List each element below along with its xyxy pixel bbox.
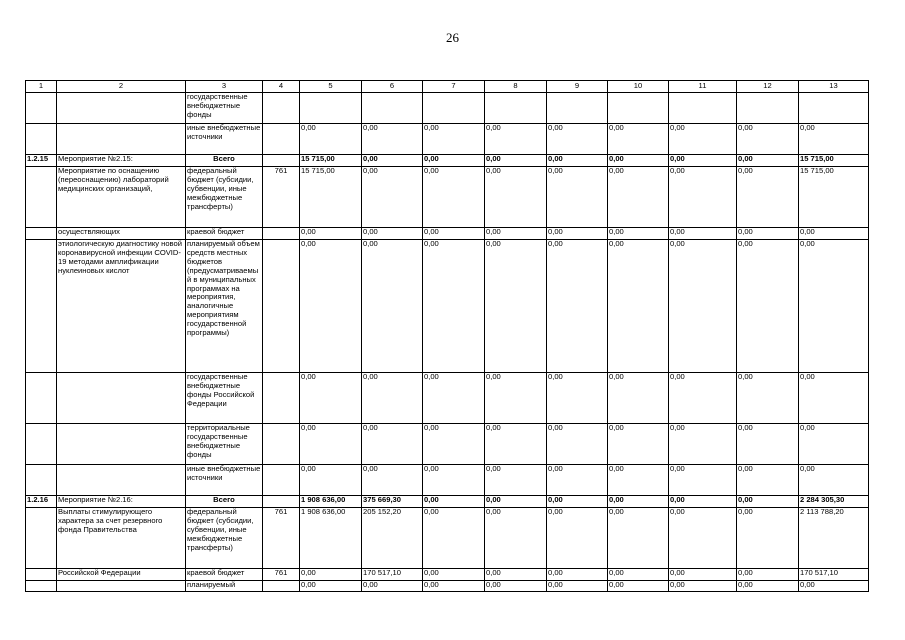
value-cell: 0,00 (362, 373, 423, 424)
funding-source-cell: планируемый (186, 581, 263, 592)
value-cell: 15 715,00 (300, 155, 362, 167)
value-cell: 0,00 (608, 424, 669, 465)
value-cell: 0,00 (547, 496, 608, 508)
value-cell: 0,00 (608, 373, 669, 424)
value-cell: 0,00 (799, 581, 869, 592)
value-cell: 0,00 (608, 581, 669, 592)
value-cell: 0,00 (423, 240, 485, 373)
funding-source-cell: краевой бюджет (186, 228, 263, 240)
value-cell (547, 93, 608, 124)
value-cell: 2 284 305,30 (799, 496, 869, 508)
value-cell: 1 908 636,00 (300, 508, 362, 569)
value-cell: 0,00 (608, 155, 669, 167)
value-cell: 0,00 (608, 496, 669, 508)
value-cell: 0,00 (669, 496, 737, 508)
value-cell: 0,00 (737, 496, 799, 508)
activity-cell: Выплаты стимулирующего характера за счет резервного фонда Правительства (57, 508, 186, 569)
row-number-cell (26, 93, 57, 124)
funding-source-cell: Всего (186, 496, 263, 508)
value-cell: 0,00 (737, 240, 799, 373)
row-number-cell (26, 124, 57, 155)
value-cell: 1 908 636,00 (300, 496, 362, 508)
value-cell: 0,00 (737, 581, 799, 592)
value-cell: 0,00 (547, 167, 608, 228)
value-cell: 0,00 (669, 465, 737, 496)
value-cell: 0,00 (608, 124, 669, 155)
value-cell: 0,00 (485, 124, 547, 155)
value-cell: 0,00 (737, 508, 799, 569)
value-cell: 205 152,20 (362, 508, 423, 569)
value-cell: 0,00 (300, 465, 362, 496)
value-cell: 0,00 (669, 228, 737, 240)
value-cell: 0,00 (485, 496, 547, 508)
value-cell: 0,00 (423, 167, 485, 228)
column-header: 9 (547, 81, 608, 93)
value-cell: 0,00 (485, 424, 547, 465)
value-cell: 0,00 (300, 373, 362, 424)
column-header: 4 (263, 81, 300, 93)
row-number-cell (26, 581, 57, 592)
row-number-cell (26, 465, 57, 496)
table-row (26, 496, 869, 508)
value-cell: 0,00 (423, 124, 485, 155)
row-number-cell (26, 508, 57, 569)
value-cell: 0,00 (608, 240, 669, 373)
value-cell: 0,00 (300, 581, 362, 592)
value-cell: 0,00 (423, 496, 485, 508)
funding-source-cell: территориальные государственные внебюджетные фонды (186, 424, 263, 465)
funding-source-cell: Всего (186, 155, 263, 167)
table-row (26, 465, 869, 496)
value-cell: 0,00 (423, 508, 485, 569)
funding-source-cell: краевой бюджет (186, 569, 263, 581)
value-cell: 170 517,10 (362, 569, 423, 581)
code-cell (263, 465, 300, 496)
value-cell: 0,00 (362, 167, 423, 228)
code-cell (263, 93, 300, 124)
row-number-cell (26, 240, 57, 373)
table-row (26, 373, 869, 424)
value-cell: 0,00 (362, 240, 423, 373)
value-cell: 0,00 (669, 240, 737, 373)
table-row (26, 581, 869, 592)
activity-cell: Мероприятие №2.15: (57, 155, 186, 167)
value-cell: 0,00 (669, 569, 737, 581)
value-cell: 0,00 (485, 240, 547, 373)
value-cell: 0,00 (737, 167, 799, 228)
value-cell: 0,00 (300, 424, 362, 465)
value-cell: 0,00 (300, 240, 362, 373)
activity-cell (57, 93, 186, 124)
value-cell: 0,00 (485, 155, 547, 167)
activity-cell (57, 124, 186, 155)
value-cell: 0,00 (799, 373, 869, 424)
value-cell: 0,00 (485, 167, 547, 228)
column-header: 6 (362, 81, 423, 93)
activity-cell (57, 424, 186, 465)
row-number-cell (26, 424, 57, 465)
value-cell: 0,00 (362, 155, 423, 167)
activity-cell (57, 581, 186, 592)
header-row (26, 81, 869, 93)
value-cell: 0,00 (423, 569, 485, 581)
value-cell: 0,00 (300, 228, 362, 240)
code-cell (263, 581, 300, 592)
value-cell: 0,00 (362, 465, 423, 496)
table-row (26, 93, 869, 124)
column-header: 7 (423, 81, 485, 93)
value-cell: 0,00 (547, 508, 608, 569)
funding-source-cell: федеральный бюджет (субсидии, субвенции, иные межбюджетные трансферты) (186, 167, 263, 228)
value-cell: 0,00 (547, 465, 608, 496)
value-cell: 0,00 (669, 508, 737, 569)
value-cell: 0,00 (485, 228, 547, 240)
value-cell: 0,00 (799, 465, 869, 496)
code-cell: 761 (263, 569, 300, 581)
table-row (26, 424, 869, 465)
value-cell (737, 93, 799, 124)
code-cell (263, 424, 300, 465)
value-cell: 0,00 (547, 424, 608, 465)
column-header: 12 (737, 81, 799, 93)
value-cell: 0,00 (485, 373, 547, 424)
column-header: 5 (300, 81, 362, 93)
table-row (26, 240, 869, 373)
activity-cell: Мероприятие по оснащению (переоснащению) лабораторий медицинских организаций, (57, 167, 186, 228)
value-cell: 0,00 (799, 240, 869, 373)
value-cell: 0,00 (608, 569, 669, 581)
value-cell: 0,00 (547, 155, 608, 167)
value-cell: 0,00 (669, 373, 737, 424)
activity-cell (57, 373, 186, 424)
value-cell: 0,00 (669, 124, 737, 155)
value-cell: 15 715,00 (300, 167, 362, 228)
budget-table (25, 80, 869, 592)
funding-source-cell: государственные внебюджетные фонды (186, 93, 263, 124)
value-cell: 0,00 (362, 228, 423, 240)
value-cell: 0,00 (547, 228, 608, 240)
funding-source-cell: планируемый объем средств местных бюджетов (предусматриваемый в муниципальных программах на мероприятия, аналогичные мероприятиям государственной программы) (186, 240, 263, 373)
code-cell: 761 (263, 508, 300, 569)
value-cell: 0,00 (608, 167, 669, 228)
activity-cell (57, 465, 186, 496)
value-cell: 0,00 (737, 373, 799, 424)
value-cell: 0,00 (423, 228, 485, 240)
value-cell: 375 669,30 (362, 496, 423, 508)
value-cell (300, 93, 362, 124)
column-header: 10 (608, 81, 669, 93)
value-cell (608, 93, 669, 124)
value-cell: 0,00 (423, 581, 485, 592)
value-cell: 0,00 (485, 465, 547, 496)
value-cell: 0,00 (799, 228, 869, 240)
value-cell: 0,00 (362, 124, 423, 155)
value-cell: 0,00 (669, 424, 737, 465)
value-cell: 0,00 (547, 581, 608, 592)
value-cell: 0,00 (669, 581, 737, 592)
value-cell (423, 93, 485, 124)
value-cell: 0,00 (362, 424, 423, 465)
table-row (26, 124, 869, 155)
funding-source-cell: иные внебюджетные источники (186, 124, 263, 155)
value-cell: 0,00 (737, 155, 799, 167)
value-cell: 0,00 (608, 228, 669, 240)
code-cell (263, 496, 300, 508)
value-cell (669, 93, 737, 124)
value-cell (485, 93, 547, 124)
page-number: 26 (446, 30, 459, 45)
value-cell: 0,00 (737, 569, 799, 581)
value-cell (362, 93, 423, 124)
table-row (26, 228, 869, 240)
activity-cell: осуществляющих (57, 228, 186, 240)
code-cell (263, 155, 300, 167)
code-cell (263, 124, 300, 155)
value-cell: 0,00 (608, 465, 669, 496)
value-cell: 0,00 (423, 424, 485, 465)
value-cell (799, 93, 869, 124)
value-cell: 0,00 (737, 228, 799, 240)
value-cell: 0,00 (547, 569, 608, 581)
value-cell: 170 517,10 (799, 569, 869, 581)
value-cell: 0,00 (485, 569, 547, 581)
activity-cell: Российской Федерации (57, 569, 186, 581)
funding-source-cell: государственные внебюджетные фонды Российской Федерации (186, 373, 263, 424)
column-header: 3 (186, 81, 263, 93)
code-cell (263, 240, 300, 373)
value-cell: 0,00 (547, 240, 608, 373)
value-cell: 0,00 (423, 465, 485, 496)
code-cell (263, 228, 300, 240)
value-cell: 0,00 (547, 373, 608, 424)
row-number-cell (26, 228, 57, 240)
value-cell: 0,00 (799, 124, 869, 155)
value-cell: 0,00 (737, 465, 799, 496)
value-cell: 0,00 (423, 373, 485, 424)
row-number-cell: 1.2.15 (26, 155, 57, 167)
column-header: 13 (799, 81, 869, 93)
row-number-cell (26, 373, 57, 424)
row-number-cell (26, 167, 57, 228)
code-cell: 761 (263, 167, 300, 228)
value-cell: 0,00 (608, 508, 669, 569)
table-row (26, 167, 869, 228)
table-row (26, 569, 869, 581)
column-header: 2 (57, 81, 186, 93)
column-header: 8 (485, 81, 547, 93)
value-cell: 0,00 (547, 124, 608, 155)
value-cell: 0,00 (485, 508, 547, 569)
column-header: 1 (26, 81, 57, 93)
value-cell: 0,00 (300, 569, 362, 581)
value-cell: 0,00 (485, 581, 547, 592)
value-cell: 0,00 (300, 124, 362, 155)
row-number-cell: 1.2.16 (26, 496, 57, 508)
value-cell: 0,00 (799, 424, 869, 465)
value-cell: 0,00 (737, 124, 799, 155)
table-row (26, 155, 869, 167)
value-cell: 0,00 (669, 155, 737, 167)
table-row (26, 508, 869, 569)
value-cell: 0,00 (737, 424, 799, 465)
activity-cell: Мероприятие №2.16: (57, 496, 186, 508)
value-cell: 0,00 (669, 167, 737, 228)
code-cell (263, 373, 300, 424)
value-cell: 2 113 788,20 (799, 508, 869, 569)
value-cell: 15 715,00 (799, 167, 869, 228)
value-cell: 0,00 (423, 155, 485, 167)
value-cell: 15 715,00 (799, 155, 869, 167)
funding-source-cell: иные внебюджетные источники (186, 465, 263, 496)
funding-source-cell: федеральный бюджет (субсидии, субвенции, иные межбюджетные трансферты) (186, 508, 263, 569)
column-header: 11 (669, 81, 737, 93)
row-number-cell (26, 569, 57, 581)
activity-cell: этиологическую диагностику новой коронавирусной инфекции COVID-19 методами амплификации нуклеиновых кислот (57, 240, 186, 373)
value-cell: 0,00 (362, 581, 423, 592)
